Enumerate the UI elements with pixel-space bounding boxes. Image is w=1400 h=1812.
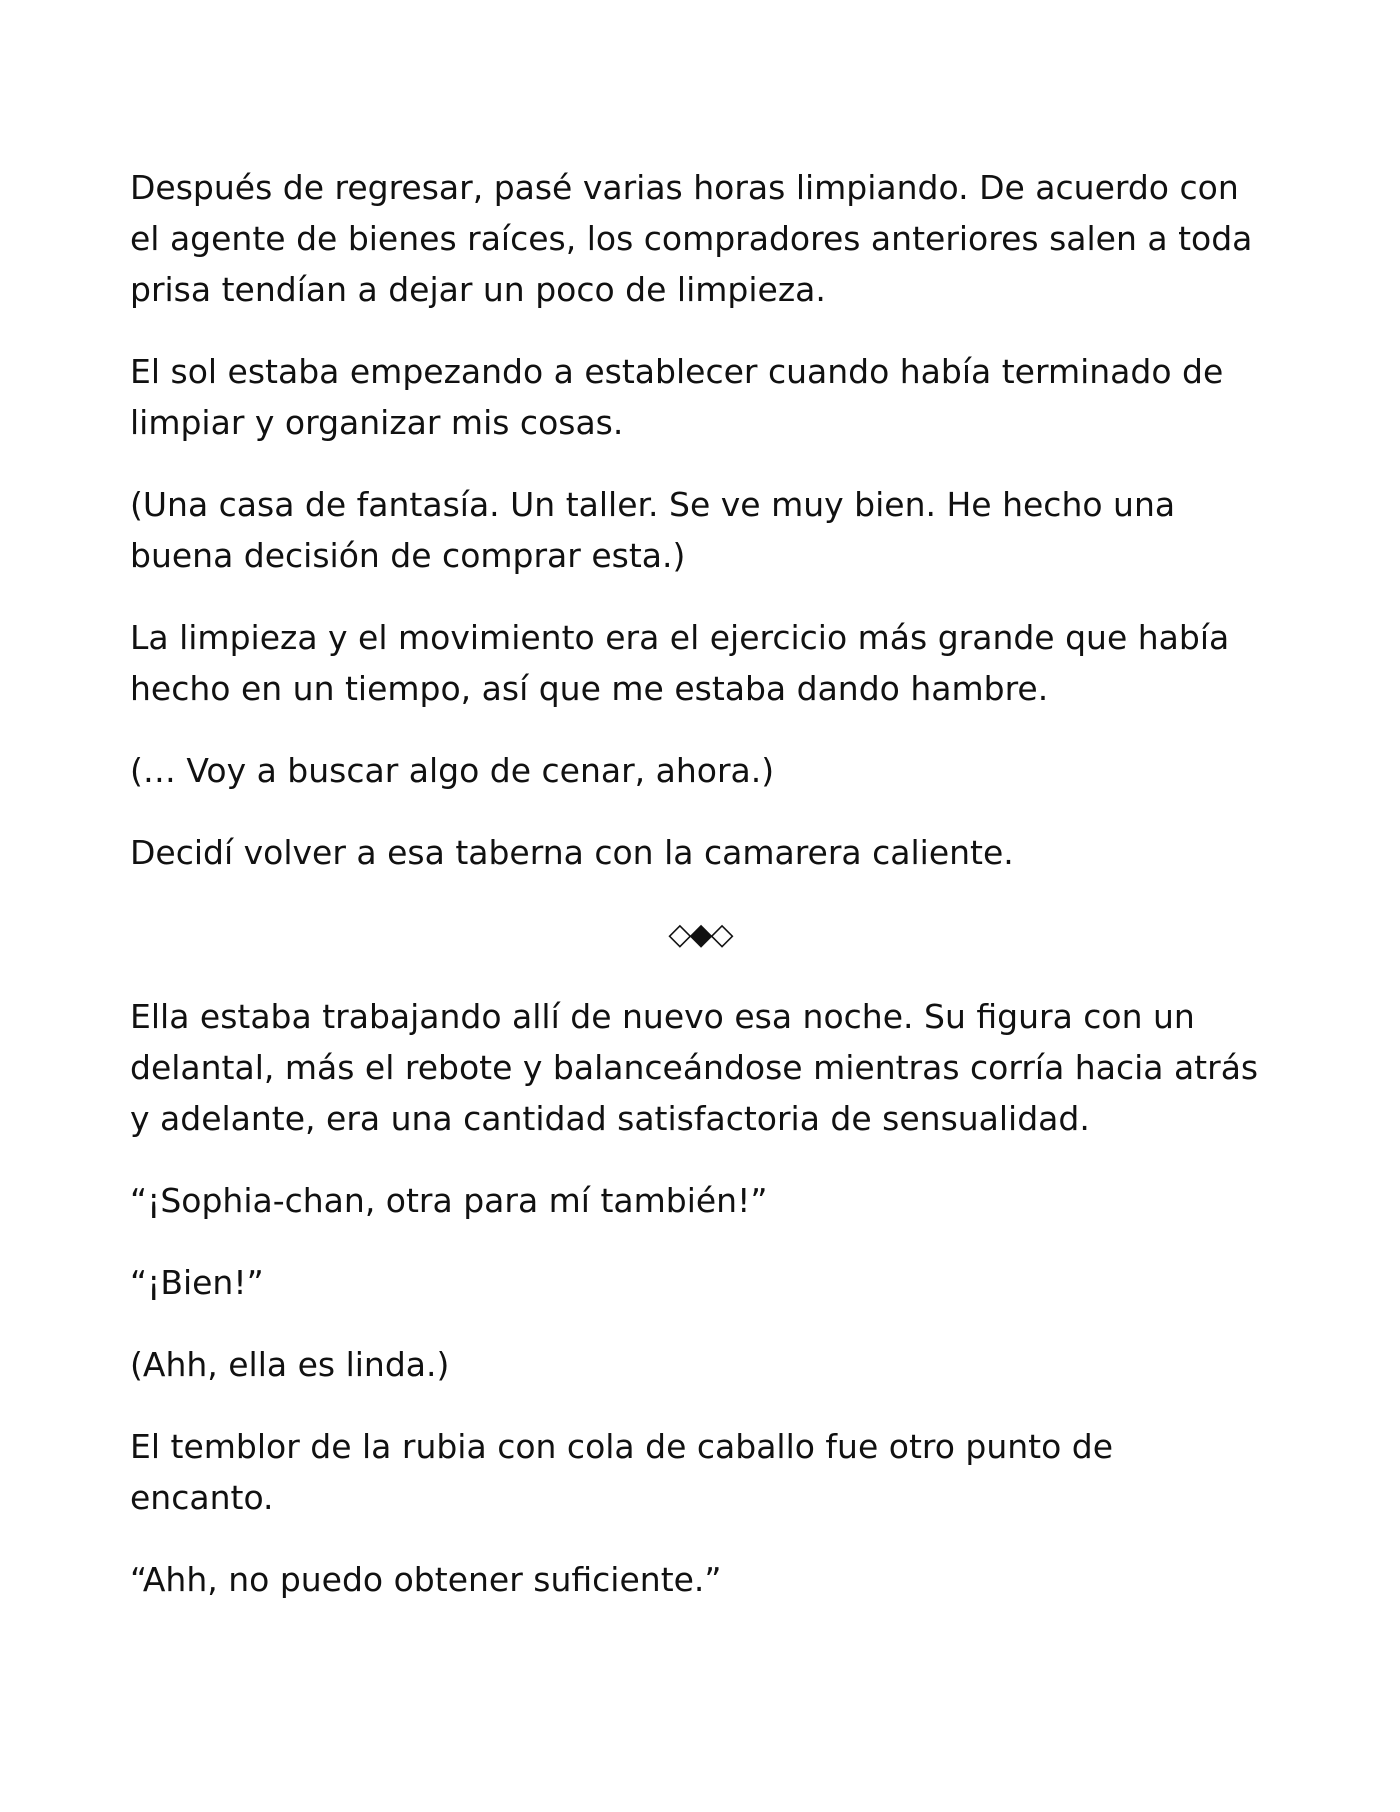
thought-cute: (Ahh, ella es linda.) bbox=[130, 1345, 450, 1384]
paragraph-ponytail: El temblor de la rubia con cola de caballo fue otro punto de encanto. bbox=[130, 1427, 1114, 1517]
dialogue-sophia: “¡Sophia-chan, otra para mí también!” bbox=[130, 1181, 768, 1220]
dialogue-not-enough: “Ahh, no puedo obtener suficiente.” bbox=[130, 1560, 722, 1599]
paragraph-tavern: Decidí volver a esa taberna con la camarera caliente. bbox=[130, 833, 1014, 872]
paragraph-dinner: (… Voy a buscar algo de cenar, ahora.) bbox=[130, 751, 775, 790]
paragraph-sunset: El sol estaba empezando a establecer cuando había terminado de limpiar y organizar mis cosas. bbox=[130, 352, 1224, 442]
dialogue-bien: “¡Bien!” bbox=[130, 1263, 264, 1302]
paragraph-cleaning: Después de regresar, pasé varias horas limpiando. De acuerdo con el agente de bienes raíces, los compradores anteriores salen a toda prisa tendían a dejar un poco de limpieza. bbox=[130, 168, 1253, 309]
section-divider: ◇◆◇ bbox=[668, 917, 732, 952]
paragraph-fantasy-house: (Una casa de fantasía. Un taller. Se ve muy bien. He hecho una buena decisión de comprar esta.) bbox=[130, 485, 1176, 575]
paragraph-exercise: La limpieza y el movimiento era el ejercicio más grande que había hecho en un tiempo, así que me estaba dando hambre. bbox=[130, 618, 1230, 708]
paragraph-working: Ella estaba trabajando allí de nuevo esa noche. Su figura con un delantal, más el rebote y balanceándose mientras corría hacia atrás y adelante, era una cantidad satisfactoria de sensualidad. bbox=[130, 997, 1259, 1138]
